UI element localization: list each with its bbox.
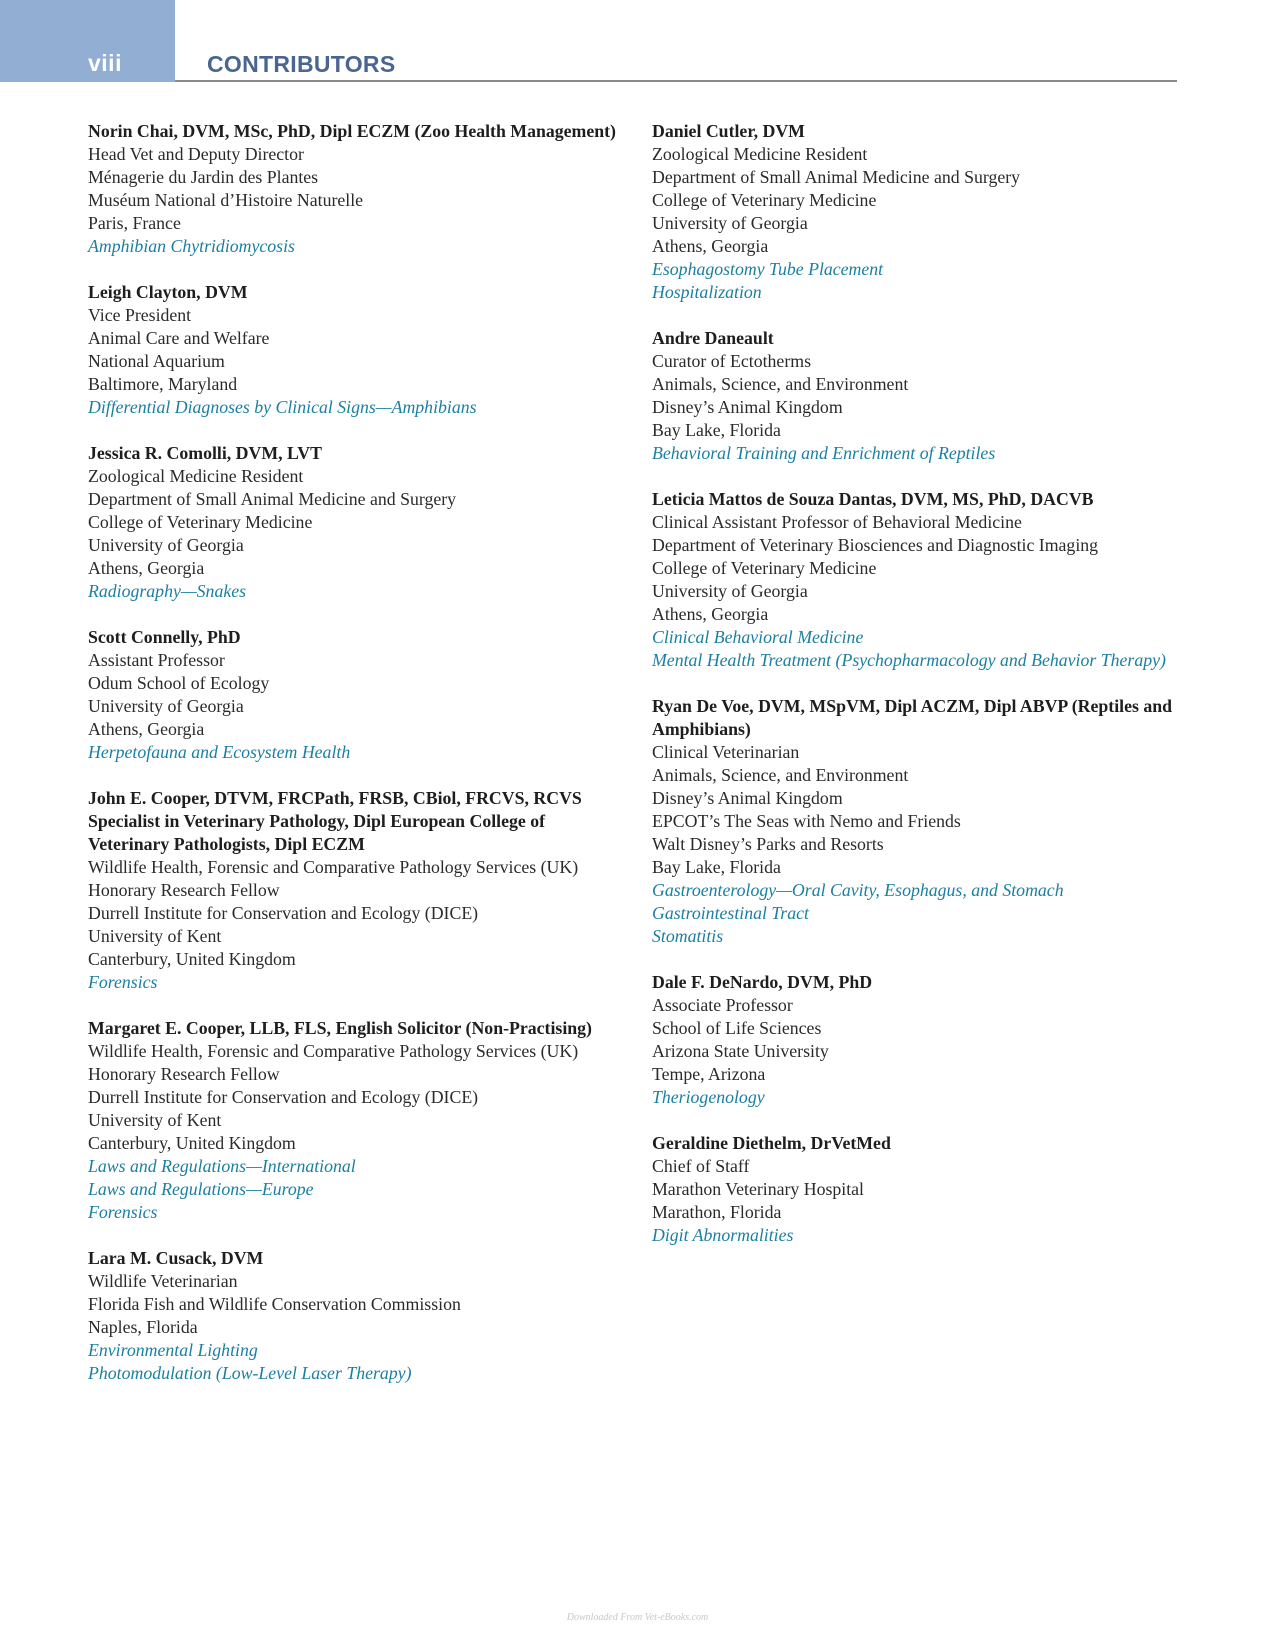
affiliation-line: Athens, Georgia (652, 604, 769, 624)
affiliation-line: University of Georgia (88, 696, 244, 716)
contributor-name: Norin Chai, DVM, MSc, PhD, Dipl ECZM (Zoo Health Management) (88, 121, 616, 141)
contributor-entry (88, 120, 618, 258)
affiliation-line: Wildlife Health, Forensic and Comparative Pathology Services (UK) (88, 1041, 579, 1061)
affiliation-line: Wildlife Veterinarian (88, 1271, 238, 1291)
affiliation-line: College of Veterinary Medicine (652, 190, 877, 210)
chapter-topic: Esophagostomy Tube Placement (652, 259, 884, 279)
contributor-entry (88, 1247, 618, 1385)
affiliation-line: Bay Lake, Florida (652, 420, 781, 440)
contributor-entry (652, 488, 1192, 672)
affiliation-line: Wildlife Health, Forensic and Comparative Pathology Services (UK) (88, 857, 579, 877)
chapter-topic: Environmental Lighting (88, 1340, 258, 1360)
affiliation-line: University of Kent (88, 926, 222, 946)
chapter-topic: Digit Abnormalities (652, 1225, 794, 1245)
affiliation-line: Clinical Veterinarian (652, 742, 800, 762)
affiliation-line: Animals, Science, and Environment (652, 374, 909, 394)
contributor-entry (88, 626, 618, 764)
affiliation-line: Athens, Georgia (652, 236, 769, 256)
affiliation-line: Arizona State University (652, 1041, 829, 1061)
affiliation-line: Baltimore, Maryland (88, 374, 238, 394)
contributor-entry (88, 787, 618, 994)
chapter-topic: Forensics (88, 972, 158, 992)
affiliation-line: University of Georgia (88, 535, 244, 555)
contributor-entry (652, 1132, 1192, 1247)
header-rule (175, 80, 1177, 82)
contributor-name: Andre Daneault (652, 328, 774, 348)
affiliation-line: Paris, France (88, 213, 181, 233)
chapter-topic: Herpetofauna and Ecosystem Health (88, 742, 351, 762)
affiliation-line: Durrell Institute for Conservation and Ecology (DICE) (88, 903, 479, 923)
affiliation-line: School of Life Sciences (652, 1018, 822, 1038)
affiliation-line: Assistant Professor (88, 650, 225, 670)
affiliation-line: Naples, Florida (88, 1317, 198, 1337)
affiliation-line: University of Georgia (652, 581, 808, 601)
affiliation-line: Tempe, Arizona (652, 1064, 766, 1084)
affiliation-line: Odum School of Ecology (88, 673, 270, 693)
affiliation-line: Florida Fish and Wildlife Conservation Commission (88, 1294, 461, 1314)
affiliation-line: Durrell Institute for Conservation and Ecology (DICE) (88, 1087, 479, 1107)
contributor-name: Leigh Clayton, DVM (88, 282, 248, 302)
affiliation-line: Canterbury, United Kingdom (88, 1133, 296, 1153)
contributor-entry (88, 1017, 618, 1224)
affiliation-line: Head Vet and Deputy Director (88, 144, 304, 164)
affiliation-line: Zoological Medicine Resident (652, 144, 868, 164)
contributor-name: Scott Connelly, PhD (88, 627, 241, 647)
affiliation-line: Vice President (88, 305, 192, 325)
affiliation-line: Walt Disney’s Parks and Resorts (652, 834, 884, 854)
contributor-entry (88, 281, 618, 419)
chapter-topic: Behavioral Training and Enrichment of Reptiles (652, 443, 996, 463)
contributor-name: Geraldine Diethelm, DrVetMed (652, 1133, 891, 1153)
chapter-topic: Gastroenterology—Oral Cavity, Esophagus, and Stomach (652, 880, 1064, 900)
affiliation-line: Honorary Research Fellow (88, 1064, 280, 1084)
affiliation-line: National Aquarium (88, 351, 225, 371)
chapter-topic: Gastrointestinal Tract (652, 903, 809, 923)
contributor-name: Daniel Cutler, DVM (652, 121, 805, 141)
affiliation-line: Curator of Ectotherms (652, 351, 811, 371)
chapter-topic: Laws and Regulations—Europe (88, 1179, 314, 1199)
chapter-topic: Photomodulation (Low-Level Laser Therapy) (88, 1363, 412, 1383)
affiliation-line: University of Kent (88, 1110, 222, 1130)
affiliation-line: Marathon, Florida (652, 1202, 782, 1222)
affiliation-line: University of Georgia (652, 213, 808, 233)
chapter-topic: Hospitalization (652, 282, 762, 302)
affiliation-line: Chief of Staff (652, 1156, 750, 1176)
affiliation-line: Marathon Veterinary Hospital (652, 1179, 865, 1199)
contributor-name: Ryan De Voe, DVM, MSpVM, Dipl ACZM, Dipl ABVP (Reptiles and Amphibians) (652, 696, 1173, 739)
affiliation-line: Zoological Medicine Resident (88, 466, 304, 486)
contributor-entry (652, 120, 1192, 304)
affiliation-line: Canterbury, United Kingdom (88, 949, 296, 969)
contributor-name: Margaret E. Cooper, LLB, FLS, English Solicitor (Non-Practising) (88, 1018, 592, 1038)
contributor-name: Leticia Mattos de Souza Dantas, DVM, MS, PhD, DACVB (652, 489, 1094, 509)
contributors-column-left (88, 120, 618, 1408)
affiliation-line: Athens, Georgia (88, 558, 205, 578)
affiliation-line: Muséum National d’Histoire Naturelle (88, 190, 364, 210)
page-number: viii (88, 50, 122, 76)
section-title: CONTRIBUTORS (207, 51, 396, 77)
affiliation-line: Athens, Georgia (88, 719, 205, 739)
contributor-name: Jessica R. Comolli, DVM, LVT (88, 443, 322, 463)
contributor-entry (652, 971, 1192, 1109)
affiliation-line: Clinical Assistant Professor of Behavioral Medicine (652, 512, 1022, 532)
affiliation-line: Disney’s Animal Kingdom (652, 788, 843, 808)
chapter-topic: Mental Health Treatment (Psychopharmacology and Behavior Therapy) (652, 650, 1166, 670)
affiliation-line: Animal Care and Welfare (88, 328, 270, 348)
affiliation-line: Disney’s Animal Kingdom (652, 397, 843, 417)
affiliation-line: College of Veterinary Medicine (88, 512, 313, 532)
contributor-name: Lara M. Cusack, DVM (88, 1248, 264, 1268)
contributor-entry (652, 695, 1192, 948)
contributor-entry (88, 442, 618, 603)
chapter-topic: Theriogenology (652, 1087, 765, 1107)
chapter-topic: Clinical Behavioral Medicine (652, 627, 864, 647)
chapter-topic: Forensics (88, 1202, 158, 1222)
affiliation-line: Bay Lake, Florida (652, 857, 781, 877)
affiliation-line: EPCOT’s The Seas with Nemo and Friends (652, 811, 961, 831)
chapter-topic: Stomatitis (652, 926, 724, 946)
chapter-topic: Radiography—Snakes (88, 581, 247, 601)
affiliation-line: Associate Professor (652, 995, 793, 1015)
contributor-name: Dale F. DeNardo, DVM, PhD (652, 972, 873, 992)
affiliation-line: Animals, Science, and Environment (652, 765, 909, 785)
affiliation-line: Honorary Research Fellow (88, 880, 280, 900)
chapter-topic: Laws and Regulations—International (88, 1156, 356, 1176)
contributor-entry (652, 327, 1192, 465)
affiliation-line: Department of Small Animal Medicine and Surgery (652, 167, 1021, 187)
affiliation-line: Ménagerie du Jardin des Plantes (88, 167, 319, 187)
download-watermark: Downloaded From Vet-eBooks.com (566, 1612, 709, 1623)
chapter-topic: Amphibian Chytridiomycosis (88, 236, 295, 256)
contributors-column-right (652, 120, 1192, 1270)
affiliation-line: Department of Veterinary Biosciences and Diagnostic Imaging (652, 535, 1099, 555)
affiliation-line: Department of Small Animal Medicine and Surgery (88, 489, 457, 509)
affiliation-line: College of Veterinary Medicine (652, 558, 877, 578)
contributor-name: John E. Cooper, DTVM, FRCPath, FRSB, CBiol, FRCVS, RCVS Specialist in Veterinary Pathology, Dipl European College of Veterinary Pathologists, Dipl ECZM (88, 788, 582, 854)
chapter-topic: Differential Diagnoses by Clinical Signs—Amphibians (88, 397, 477, 417)
